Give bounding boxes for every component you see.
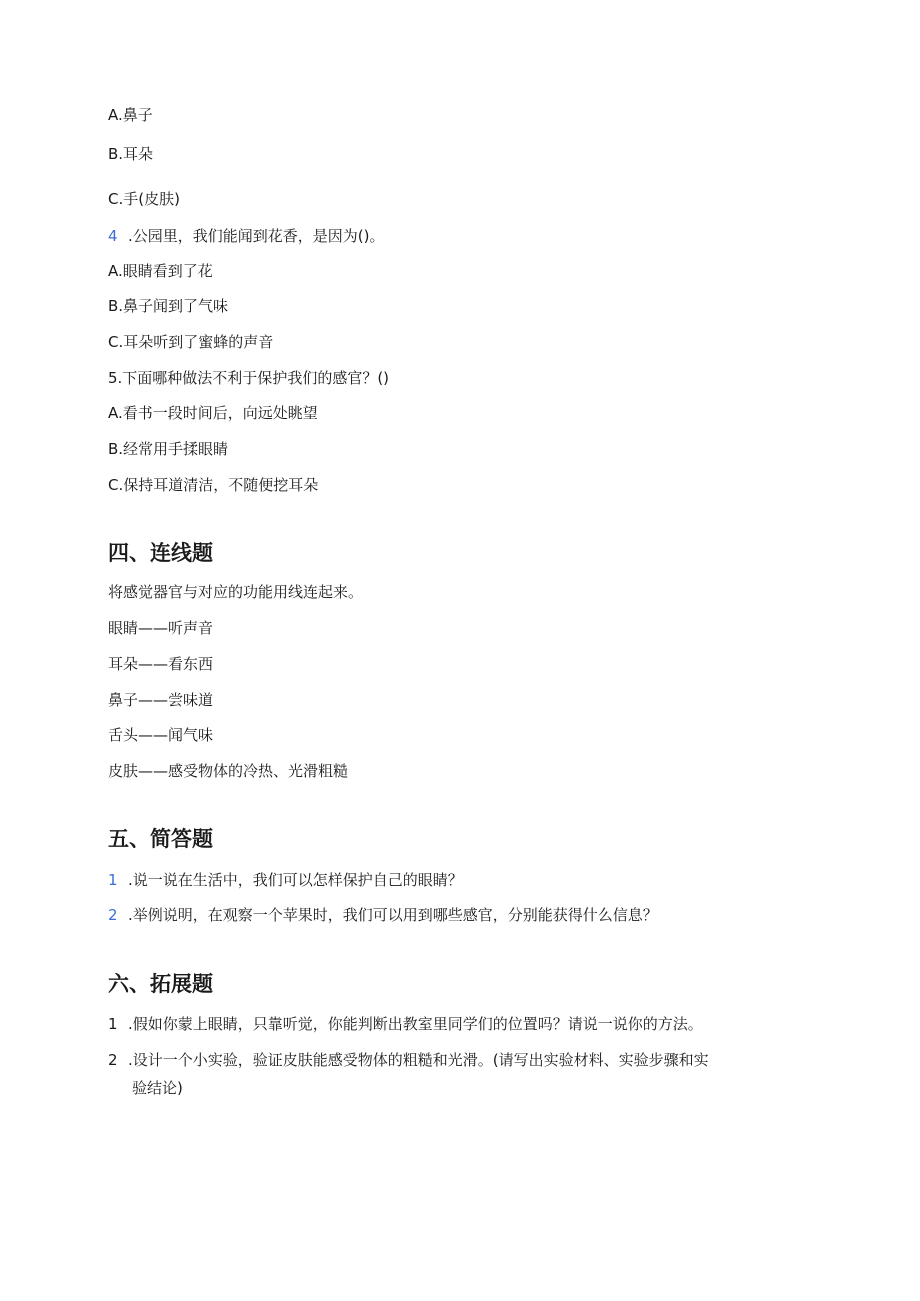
section-4-title: 四、连线题 <box>108 541 213 565</box>
section-5-question-2 <box>108 905 658 925</box>
section-6-question-2-text: .设计一个小实验，验证皮肤能感受物体的粗糙和光滑。(请写出实验材料、实验步骤和实 <box>128 1051 709 1069</box>
q5-option-c: C.保持耳道清洁，不随便挖耳朵 <box>108 476 319 494</box>
q5-option-a: A.看书一段时间后，向远处眺望 <box>108 404 318 422</box>
section-5-question-1-text: .说一说在生活中，我们可以怎样保护自己的眼睛？ <box>128 871 463 889</box>
q3-option-a: A.鼻子 <box>108 106 153 124</box>
question-4 <box>108 226 384 246</box>
section-6-question-2-number: 2 <box>108 1051 118 1069</box>
question-5: 5.下面哪种做法不利于保护我们的感官？() <box>108 369 390 387</box>
pair-item: 眼睛——听声音 <box>108 619 214 637</box>
pair-item: 皮肤——感受物体的冷热、光滑粗糙 <box>108 762 349 780</box>
q5-option-b: B.经常用手揉眼睛 <box>108 440 229 458</box>
pair-item: 鼻子——尝味道 <box>108 691 214 709</box>
q4-option-b: B.鼻子闻到了气味 <box>108 297 229 315</box>
section-6-title: 六、拓展题 <box>108 972 213 996</box>
section-6-question-1-number: 1 <box>108 1015 118 1033</box>
section-5-question-1 <box>108 870 463 890</box>
q3-option-b: B.耳朵 <box>108 145 154 163</box>
section-5-question-2-number: 2 <box>108 906 118 924</box>
q4-option-a: A.眼睛看到了花 <box>108 262 213 280</box>
question-4-text: .公园里，我们能闻到花香，是因为()。 <box>128 227 385 245</box>
section-5-question-2-text: .举例说明，在观察一个苹果时，我们可以用到哪些感官，分别能获得什么信息？ <box>128 906 658 924</box>
q4-option-c: C.耳朵听到了蜜蜂的声音 <box>108 333 274 351</box>
section-6-question-1-text: .假如你蒙上眼睛，只靠听觉，你能判断出教室里同学们的位置吗？请说一说你的方法。 <box>128 1015 703 1033</box>
pair-item: 耳朵——看东西 <box>108 655 214 673</box>
section-5-title: 五、简答题 <box>108 827 213 851</box>
section-5-question-1-number: 1 <box>108 871 118 889</box>
pair-item: 舌头——闻气味 <box>108 726 214 744</box>
q3-option-c: C.手(皮肤) <box>108 190 180 208</box>
question-4-number: 4 <box>108 227 118 245</box>
section-4-instruction: 将感觉器官与对应的功能用线连起来。 <box>108 583 364 601</box>
section-6-question-2-continuation: 验结论) <box>132 1079 183 1097</box>
section-6-question-1 <box>108 1014 703 1034</box>
section-6-question-2 <box>108 1050 709 1070</box>
